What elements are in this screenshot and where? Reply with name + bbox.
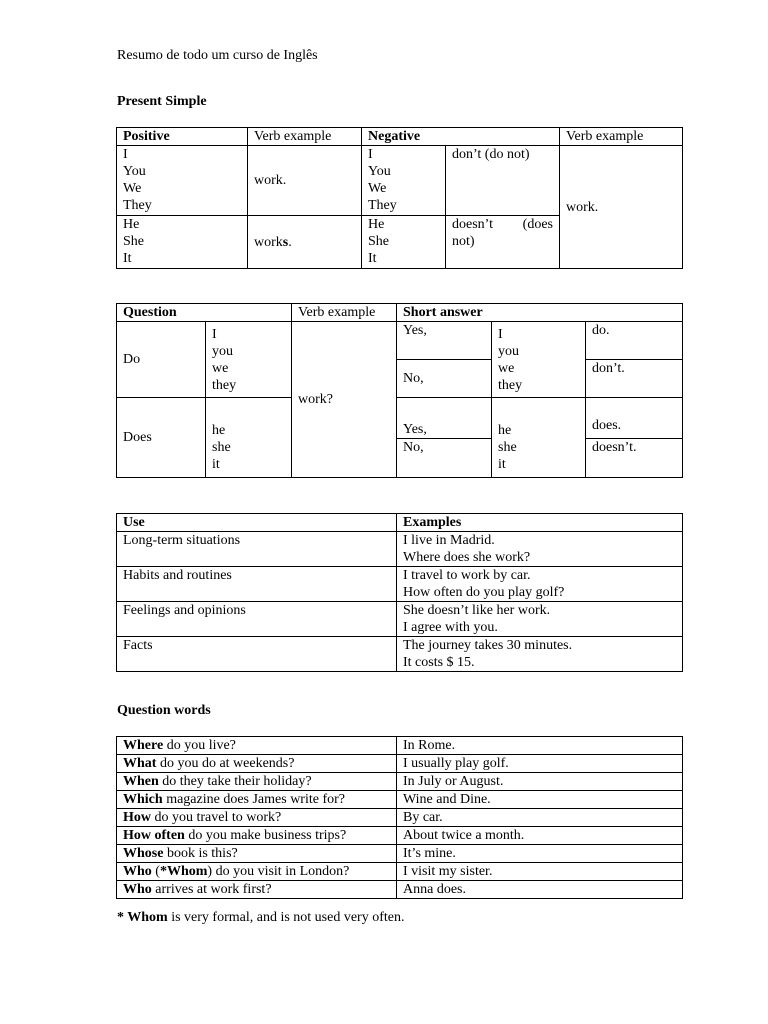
answer-cell: Wine and Dine. — [397, 791, 683, 809]
header-verb-example: Verb example — [292, 304, 397, 322]
negative-verb: work. — [560, 146, 683, 269]
negative-plural-pronouns: I You We They — [362, 146, 446, 216]
header-short-answer: Short answer — [397, 304, 683, 322]
header-negative: Negative — [362, 128, 560, 146]
answer-cell: It’s mine. — [397, 845, 683, 863]
answer-cell: About twice a month. — [397, 827, 683, 845]
header-question: Question — [117, 304, 292, 322]
question-cell: What do you do at weekends? — [117, 755, 397, 773]
section-heading-present-simple: Present Simple — [117, 94, 207, 109]
footnote: * Whom is very formal, and is not used very often. — [117, 910, 405, 925]
answer-dont: don’t. — [586, 360, 683, 398]
positive-plural-verb: work. — [248, 146, 362, 216]
examples-cell: She doesn’t like her work. I agree with you. — [397, 602, 683, 637]
question-plural-pronouns: I you we they — [206, 322, 292, 398]
question-verb: work? — [292, 322, 397, 478]
document-title: Resumo de todo um curso de Inglês — [117, 48, 318, 63]
answer-no: No, — [397, 360, 492, 398]
use-examples-table — [116, 513, 683, 672]
header-verb-example: Verb example — [560, 128, 683, 146]
answer-cell: In July or August. — [397, 773, 683, 791]
positive-singular-pronouns: He She It — [117, 216, 248, 269]
question-cell: Where do you live? — [117, 737, 397, 755]
answer-cell: Anna does. — [397, 881, 683, 899]
answer-plural-pronouns: I you we they — [492, 322, 586, 398]
answer-do: do. — [586, 322, 683, 360]
question-cell: When do they take their holiday? — [117, 773, 397, 791]
use-cell: Facts — [117, 637, 397, 672]
answer-yes: Yes, — [397, 398, 492, 439]
question-singular-pronouns: he she it — [206, 398, 292, 478]
question-cell: Who arrives at work first? — [117, 881, 397, 899]
header-examples: Examples — [397, 514, 683, 532]
question-cell: Who (*Whom) do you visit in London? — [117, 863, 397, 881]
use-cell: Long-term situations — [117, 532, 397, 567]
question-cell: How do you travel to work? — [117, 809, 397, 827]
answer-yes: Yes, — [397, 322, 492, 360]
answer-singular-pronouns: he she it — [492, 398, 586, 478]
positive-singular-verb: works. — [248, 216, 362, 269]
present-simple-table — [116, 127, 683, 269]
question-cell: Which magazine does James write for? — [117, 791, 397, 809]
examples-cell: The journey takes 30 minutes. It costs $ 15. — [397, 637, 683, 672]
answer-cell: In Rome. — [397, 737, 683, 755]
question-does: Does — [117, 398, 206, 478]
answer-cell: By car. — [397, 809, 683, 827]
section-heading-question-words: Question words — [117, 703, 211, 718]
negative-plural-auxiliary: don’t (do not) — [446, 146, 560, 216]
answer-does: does. — [586, 398, 683, 439]
negative-singular-pronouns: He She It — [362, 216, 446, 269]
question-do: Do — [117, 322, 206, 398]
header-use: Use — [117, 514, 397, 532]
header-verb-example: Verb example — [248, 128, 362, 146]
negative-singular-auxiliary: doesn’t (does not) — [446, 216, 560, 269]
use-cell: Habits and routines — [117, 567, 397, 602]
positive-plural-pronouns: I You We They — [117, 146, 248, 216]
header-positive: Positive — [117, 128, 248, 146]
question-words-table — [116, 736, 683, 899]
examples-cell: I travel to work by car. How often do you play golf? — [397, 567, 683, 602]
question-cell: How often do you make business trips? — [117, 827, 397, 845]
examples-cell: I live in Madrid. Where does she work? — [397, 532, 683, 567]
answer-cell: I usually play golf. — [397, 755, 683, 773]
question-cell: Whose book is this? — [117, 845, 397, 863]
answer-doesnt: doesn’t. — [586, 439, 683, 478]
answer-no: No, — [397, 439, 492, 478]
questions-table — [116, 303, 683, 478]
use-cell: Feelings and opinions — [117, 602, 397, 637]
answer-cell: I visit my sister. — [397, 863, 683, 881]
